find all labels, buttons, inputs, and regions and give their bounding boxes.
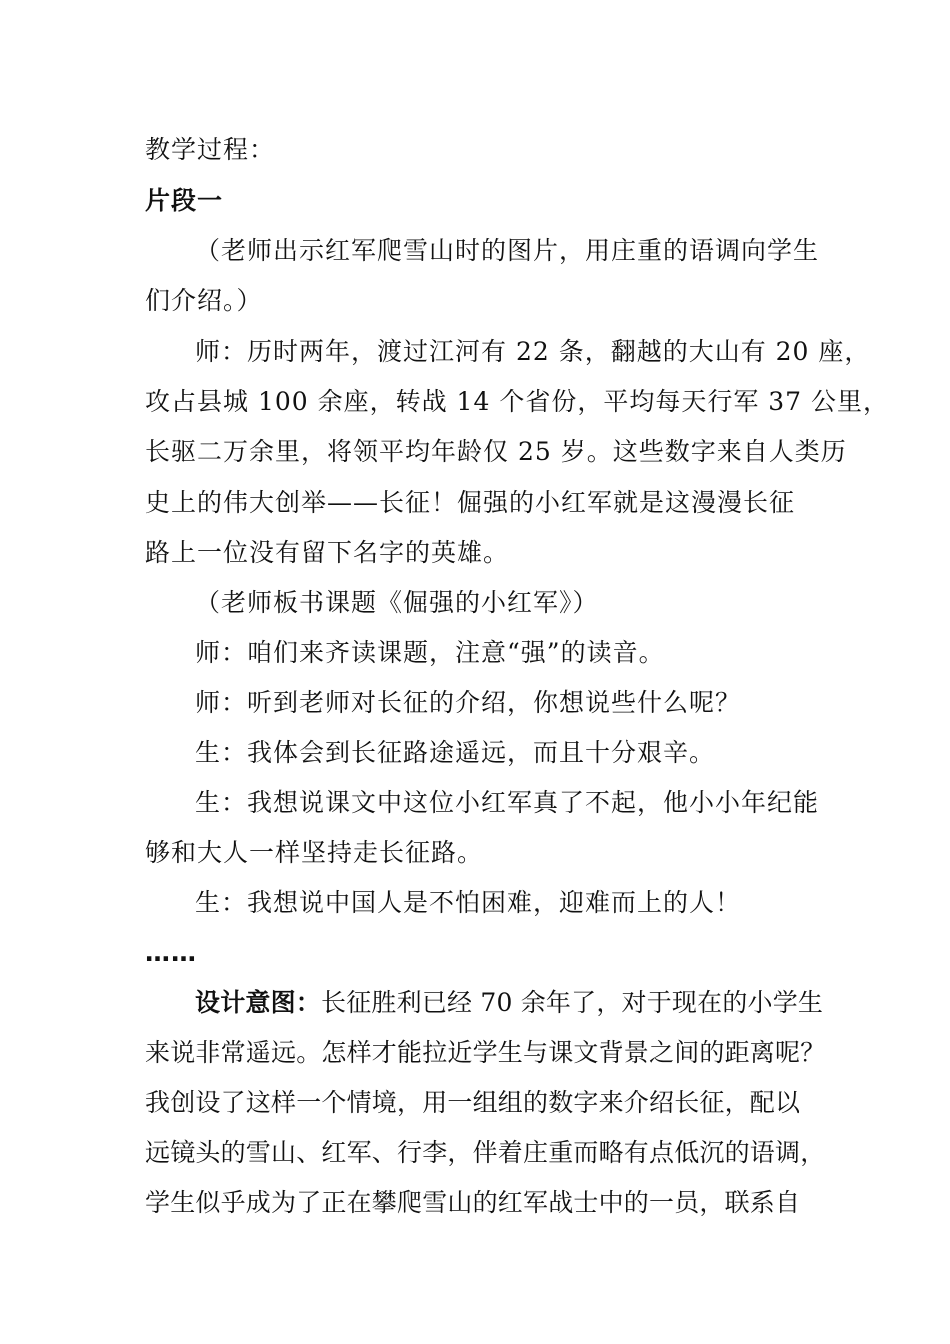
ellipsis: …… (145, 938, 197, 967)
teacher1-line-5: 路上一位没有留下名字的英雄。 (145, 538, 510, 567)
design-intent-line-4: 远镜头的雪山、红军、行李，伴着庄重而略有点低沉的语调， (145, 1138, 826, 1167)
intro-line-1: （老师出示红军爬雪山时的图片，用庄重的语调向学生 (195, 236, 820, 265)
student3-line: 生：我想说中国人是不怕困难，迎难而上的人！ (195, 888, 742, 917)
design-intent-text-1: 长征胜利已经 70 余年了，对于现在的小学生 (321, 988, 824, 1017)
design-intent-line-2: 来说非常遥远。怎样才能拉近学生与课文背景之间的距离呢？ (145, 1038, 826, 1067)
teacher1-line-3: 长驱二万余里，将领平均年龄仅 25 岁。这些数字来自人类历 (145, 437, 847, 466)
board-note: （老师板书课题《倔强的小红军》） (195, 588, 599, 617)
section-title: 片段一 (145, 186, 224, 215)
teacher1-line-2: 攻占县城 100 余座，转战 14 个省份，平均每天行军 37 公里， (145, 387, 890, 416)
design-intent-line-5: 学生似乎成为了正在攀爬雪山的红军战士中的一员，联系自 (145, 1188, 801, 1217)
teacher2-line: 师：咱们来齐读课题，注意“强”的读音。 (195, 638, 665, 667)
student2-line-1: 生：我想说课文中这位小红军真了不起，他小小年纪能 (195, 788, 820, 817)
teacher3-line: 师：听到老师对长征的介绍，你想说些什么呢？ (195, 688, 742, 717)
teacher1-line-1: 师：历时两年，渡过江河有 22 条，翻越的大山有 20 座， (195, 337, 871, 366)
intro-line-2: 们介绍。） (145, 286, 263, 315)
design-intent-line-1 (195, 988, 845, 1018)
teacher1-line-4: 史上的伟大创举——长征！倔强的小红军就是这漫漫长征 (145, 488, 796, 517)
student1-line: 生：我体会到长征路途遥远，而且十分艰辛。 (195, 738, 716, 767)
design-intent-line-3: 我创设了这样一个情境，用一组组的数字来介绍长征，配以 (145, 1088, 801, 1117)
student2-line-2: 够和大人一样坚持走长征路。 (145, 838, 484, 867)
heading: 教学过程： (145, 135, 276, 164)
design-intent-label: 设计意图： (195, 988, 322, 1017)
